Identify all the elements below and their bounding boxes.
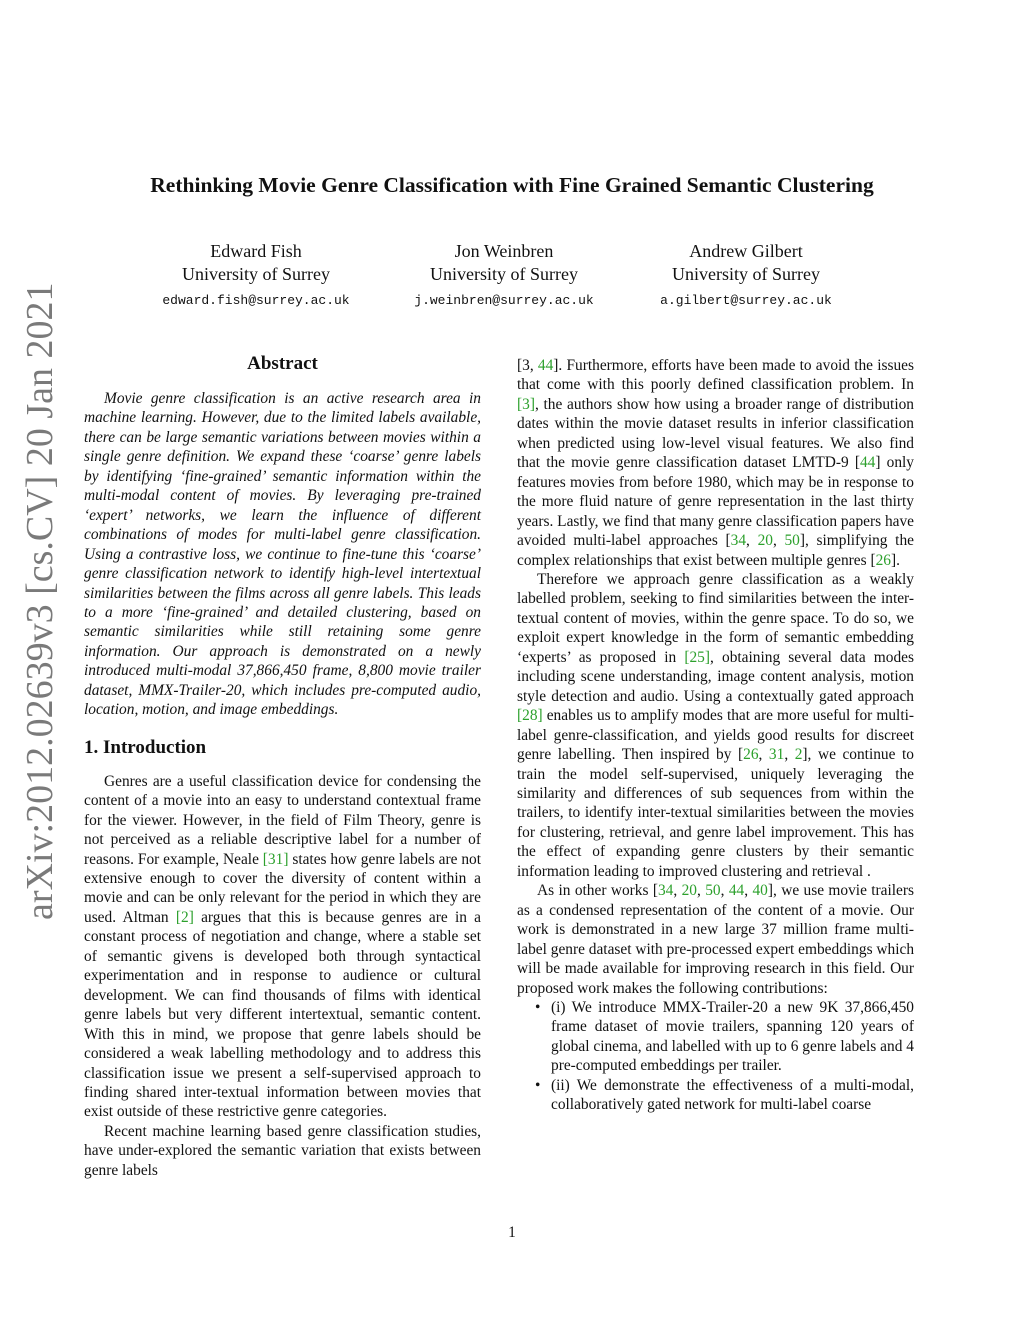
author-email: j.weinbren@surrey.ac.uk	[414, 293, 594, 308]
citation-link[interactable]: 2	[794, 746, 803, 764]
bullet-icon: •	[535, 1076, 541, 1094]
citation-link[interactable]: 44	[728, 882, 745, 900]
left-column	[84, 352, 481, 1180]
intro-paragraph-2-cont: [3, 44]. Furthermore, efforts have been made to avoid the issues that come with this poorly defined classification problem. In [3], the authors show how using a broader range of distribution dates within the movie dataset results in inferior classification when predicted using low-level visual features. We also find that the movie genre classification dataset LMTD-9 [44] only features movies from before 1980, which may be in response to the more fluid nature of genre representation in the last thirty years. Lastly, we find that many genre classification papers have avoided multi-label approaches [34, 20, 50], simplifying the complex relationships that exist between multiple genres [26].	[517, 357, 914, 569]
citation-link[interactable]: 40	[752, 882, 768, 900]
page-number: 1	[508, 1224, 516, 1241]
citation-link[interactable]: 34	[657, 882, 674, 900]
list-item: • (i) We introduce MMX-Trailer-20 a new 9K 37,866,450 frame dataset of movie trailers, spanning 120 years of global cinema, and labelled with up to 6 genre labels and 4 pre-computed embeddings per trailer.	[535, 998, 914, 1075]
author-affiliation: University of Surrey	[182, 264, 330, 284]
citation-link[interactable]: [28]	[517, 707, 543, 725]
citation-link[interactable]: 44	[859, 454, 876, 472]
intro-paragraph-2-start: Recent machine learning based genre classification studies, have under-explored the semantic variation that exists between genre labels	[84, 1122, 481, 1179]
citation-link[interactable]: [31]	[262, 850, 289, 868]
citation-link[interactable]: 20	[757, 532, 773, 550]
author-affiliation: University of Surrey	[430, 264, 578, 284]
author-email: edward.fish@surrey.ac.uk	[162, 293, 350, 308]
citation-link[interactable]: [3]	[517, 395, 535, 413]
author-name: Andrew Gilbert	[689, 241, 803, 261]
intro-paragraph-3: Therefore we approach genre classification as a weakly labelled problem, seeking to find similarities between the inter-textual content of movies, within the genre space. To do so, we exploit expert knowledge in the form of semantic embedding ‘experts’ as proposed in [25], obtaining several data modes including scene understanding, image content analysis, motion style detection and audio. Using a contextually gated approach [28] enables us to amplify modes that are more useful for multi-label genre-classification, and yields good results for discreet genre labelling. Then inspired by [26, 31, 2], we continue to train the model self-supervised, uniquely leveraging the similarity and differences of sub sequences from within the trailers, to identify inter-textual similarities between the movies for clustering, retrieval, and genre label improvement. This has the effect of expanding genre clusters by their semantic information leading to improved clustering and retrieval .	[517, 570, 914, 880]
author-email: a.gilbert@surrey.ac.uk	[660, 293, 832, 308]
author-block	[374, 240, 634, 312]
intro-paragraph-1: Genres are a useful classification device for condensing the content of a movie into an easy to understand contextual frame for the viewer. However, in the field of Film Theory, genre is not perceived as a reliable descriptive label for a number of reasons. For example, Neale [31] states how genre labels are not extensive enough to cover the diversity of content within a movie and can be only relevant for the period in which they are used. Altman [2] argues that this is because genres are in a constant process of negotiation and change, where a stable set of semantic givens is developed both through syntactical experimentation and in response to audience or cultural development. We can find thousands of films with identical genre labels but very different intertextual, semantic content. With this in mind, we propose that genre labels should be considered a weak labelling methodology and to address this classification issue we present a self-supervised approach to finding shared inter-textual information between movies that exist outside of these restrictive genre categories.	[84, 772, 481, 1121]
citation-link[interactable]: 31	[768, 746, 785, 764]
arxiv-stamp: arXiv:2012.02639v3 [cs.CV] 20 Jan 2021	[19, 282, 61, 920]
citation-link[interactable]: 44	[537, 357, 554, 374]
paper-title: Rethinking Movie Genre Classification with Fine Grained Semantic Clustering	[150, 173, 874, 197]
section-heading: 1. Introduction	[84, 736, 207, 758]
intro-paragraph-4: As in other works [34, 20, 50, 44, 40], we use movie trailers as a condensed representation of the content of a movie. Our work is demonstrated in a new large 37 million frame multi-label genre dataset with pre-processed expert embeddings which will be made available for improving research in this field. Our proposed work makes the following contributions:	[517, 882, 915, 997]
citation-link[interactable]: [25]	[684, 648, 711, 666]
abstract-text: Movie genre classification is an active research area in machine learning. However, due to the limited labels available, there can be large semantic variations between movies within a single genre definition. We expand these ‘coarse’ genre labels by identifying ‘fine-grained’ semantic information within the multi-modal content of movies. By leveraging pre-trained ‘expert’ networks, we learn the influence of different combinations of modes for multi-label genre classification. Using a contrastive loss, we continue to fine-tune this ‘coarse’ genre classification network to identify high-level intertextual similarities between the films across all genre labels. This leads to a more ‘fine-grained’ and detailed clustering, based on semantic similarities while still retaining some genre information. Our approach is demonstrated on a newly introduced multi-modal 37,866,450 frame, 8,800 movie trailer dataset, MMX-Trailer-20, which includes pre-computed audio, location, motion, and image embeddings.	[84, 390, 481, 719]
citation-link[interactable]: [2]	[175, 908, 194, 926]
citation-link[interactable]: 50	[784, 532, 800, 550]
bullet-icon: •	[535, 998, 541, 1016]
citation-link[interactable]: 26	[875, 551, 891, 569]
abstract-heading: Abstract	[247, 353, 318, 374]
citation-link[interactable]: 26	[743, 746, 759, 764]
contributions-list	[517, 998, 914, 1115]
author-block	[126, 240, 386, 312]
right-column	[517, 356, 914, 1115]
citation-link[interactable]: 50	[705, 882, 721, 900]
citation-link[interactable]: 20	[681, 882, 697, 900]
author-block	[616, 240, 876, 312]
author-affiliation: University of Surrey	[672, 264, 820, 284]
author-name: Jon Weinbren	[454, 241, 554, 261]
citation-link[interactable]: 34	[730, 532, 747, 550]
list-item: • (ii) We demonstrate the effectiveness of a multi-modal, collaboratively gated network for multi-label coarse	[535, 1076, 914, 1114]
author-name: Edward Fish	[210, 241, 302, 261]
